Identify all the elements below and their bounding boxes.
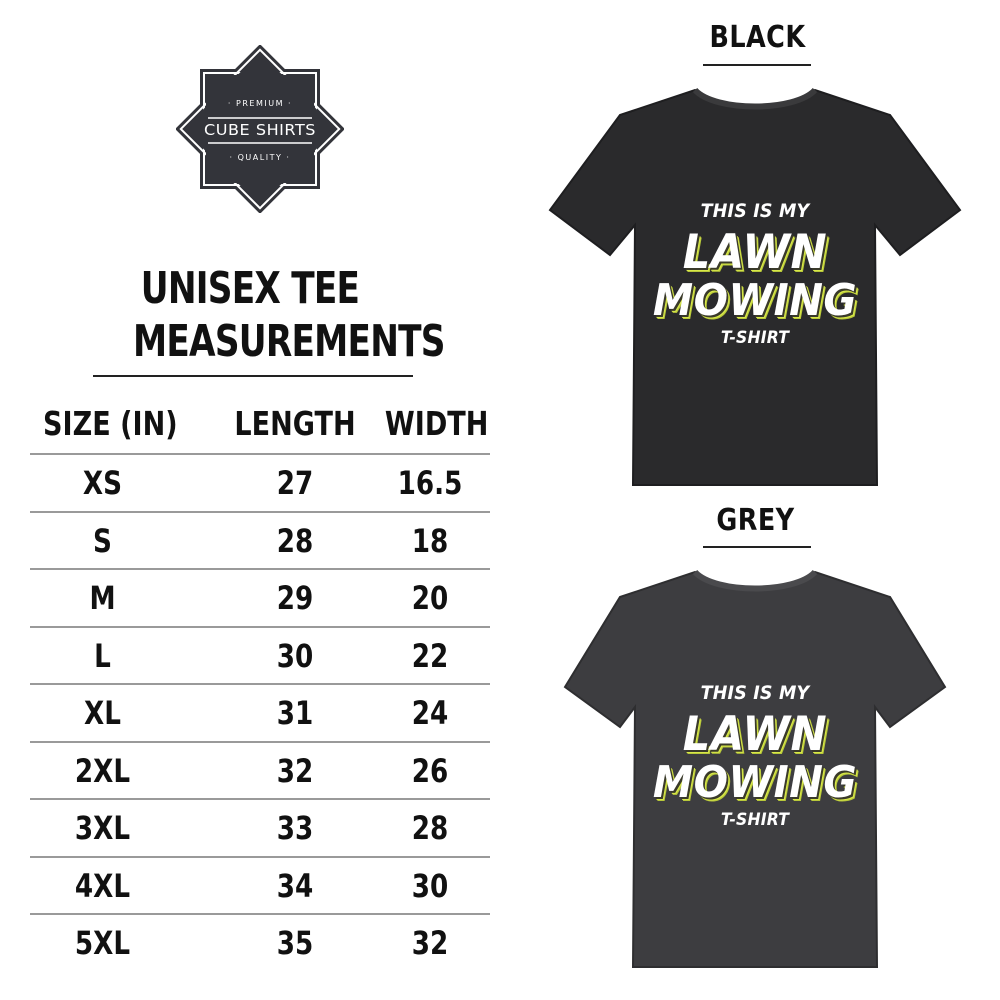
table-row <box>30 741 490 799</box>
cell-width: 26 <box>411 751 449 790</box>
table-body <box>30 453 490 971</box>
heading-line-1: UNISEX TEE <box>140 263 360 314</box>
grey-tshirt <box>545 562 965 972</box>
cell-width: 18 <box>411 521 449 560</box>
cell-length: 33 <box>276 809 314 847</box>
cell-length: 34 <box>276 866 314 905</box>
cube-shirts-logo <box>176 45 344 213</box>
grey-print-line-1: THIS IS MY <box>700 682 810 704</box>
cell-width: 16.5 <box>397 464 463 502</box>
cell-size: L <box>94 636 111 675</box>
table-row <box>30 683 490 741</box>
label-grey-divider <box>703 546 811 548</box>
cell-length: 32 <box>276 751 314 790</box>
cell-width: 22 <box>411 636 449 675</box>
logo-brand-name: CUBE SHIRTS <box>204 121 316 139</box>
grey-print-line-4: T-SHIRT <box>720 810 790 830</box>
black-print-line-1: THIS IS MY <box>700 200 810 222</box>
header-width: WIDTH <box>384 404 489 443</box>
page-heading <box>100 262 445 368</box>
table-row <box>30 511 490 569</box>
logo-premium-text: · PREMIUM · <box>227 99 293 108</box>
black-print-line-3: MOWING <box>652 275 858 326</box>
heading-line-2: MEASUREMENTS <box>133 316 445 367</box>
label-grey: GREY <box>716 503 795 538</box>
cell-width: 20 <box>411 579 449 617</box>
table-row <box>30 798 490 856</box>
black-print-line-2: LAWN <box>682 225 828 280</box>
size-table <box>30 395 490 971</box>
header-size: SIZE (IN) <box>43 404 178 443</box>
cell-size: 5XL <box>74 924 131 962</box>
grey-print-line-2: LAWN <box>682 707 828 762</box>
cell-width: 28 <box>411 809 449 847</box>
cell-length: 27 <box>276 464 314 502</box>
cell-size: M <box>89 579 116 617</box>
logo-quality-text: · QUALITY · <box>229 153 291 162</box>
cell-width: 32 <box>411 924 449 962</box>
cell-length: 28 <box>276 521 314 560</box>
cell-size: 4XL <box>74 866 131 905</box>
heading-divider <box>93 375 413 377</box>
black-tshirt <box>545 80 965 490</box>
label-black: BLACK <box>709 20 806 55</box>
cell-length: 30 <box>276 636 314 675</box>
table-row <box>30 913 490 971</box>
grey-print-line-3: MOWING <box>652 757 858 808</box>
cell-length: 29 <box>276 579 314 617</box>
cell-size: 2XL <box>74 751 131 790</box>
table-row <box>30 453 490 511</box>
label-black-divider <box>703 64 811 66</box>
cell-size: 3XL <box>74 809 131 847</box>
cell-width: 30 <box>411 866 449 905</box>
cell-size: S <box>93 521 112 560</box>
table-row <box>30 626 490 684</box>
cell-size: XS <box>82 464 123 502</box>
cell-width: 24 <box>411 694 449 732</box>
table-row <box>30 856 490 914</box>
black-print-line-4: T-SHIRT <box>720 328 790 348</box>
table-row <box>30 568 490 626</box>
cell-size: XL <box>84 694 121 732</box>
cell-length: 35 <box>276 924 314 962</box>
cell-length: 31 <box>276 694 314 732</box>
table-header-row <box>30 395 490 453</box>
header-length: LENGTH <box>234 404 356 443</box>
